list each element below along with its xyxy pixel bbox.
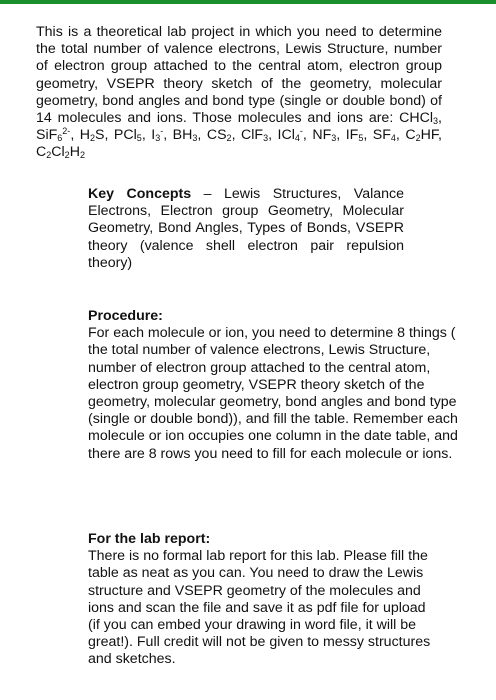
molecule-formula: ClF$_3$ (241, 127, 269, 144)
molecule-formula: SiF$_6^{2-}$ (36, 126, 71, 144)
molecule-formula: $BH_3$ (172, 127, 198, 144)
key-concepts-text: – Lewis Structures, Valance Electrons, Electron group Geometry, Molecular Geometry, Bond Angles, Types of Bonds, VSEPR theory (valence shell electron pair repulsion theory) (88, 186, 404, 271)
molecule-list: CHCl$_3$, SiF$_6^{2-}$, $H_2S$, PCl$_5$, $I_3^-$, $BH_3$, $CS_2$, ClF$_3$, ICl$_4$-, $NF_3$, $IF_5$, $SF_4$, $C_2HF$, $C_2Cl_2H_2$ (36, 110, 442, 161)
molecule-formula: $C_2Cl_2H_2$ (36, 144, 85, 161)
molecule-formula: $I_3^-$ (151, 126, 164, 144)
intro-paragraph (36, 24, 442, 162)
intro-text: This is a theoretical lab project in which you need to determine the total number of valence electrons, Lewis Structure, number of electron group attached to the central atom, electron group geometry, VSEPR theory sketch of the geometry, molecular geometry, bond angles and bond type (single or double bond) of 14 molecules and ions. Those molecules and ions are: (36, 24, 442, 127)
molecule-formula: $C_2HF$ (405, 127, 438, 144)
molecule-formula: PCl$_5$ (113, 127, 142, 144)
molecule-formula: $NF_3$ (312, 127, 337, 144)
lab-report-text: There is no formal lab report for this lab. Please fill the table as neat as you can. You need to draw the Lewis structure and VSEPR geometry of the molecules and ions and scan the file and save it as pdf file for upload (if you can embed your drawing in word file, it will be great!). Full credit will not be given to messy structures and sketches. (88, 548, 431, 668)
molecule-formula: $H_2S$ (79, 127, 105, 144)
molecule-formula: CHCl$_3$ (399, 110, 439, 127)
molecule-formula: ICl$_4$- (277, 126, 303, 144)
molecule-formula: $IF_5$ (345, 127, 364, 144)
lab-report-heading: For the lab report: (88, 531, 211, 547)
procedure-heading: Procedure: (88, 308, 163, 324)
key-concepts-label: Key Concepts (88, 186, 192, 202)
molecule-formula: $CS_2$ (206, 127, 232, 144)
procedure-section (88, 308, 464, 463)
key-concepts-paragraph (88, 186, 404, 272)
molecule-formula: $SF_4$ (372, 127, 396, 144)
procedure-text: For each molecule or ion, you need to determine 8 things ( the total number of valence electrons, Lewis Structure, number of electron group attached to the central atom, electron group geometry, VSEPR theory sketch of the geometry, molecular geometry, bond angles and bond type (single or double bond)), and fill the table. Remember each molecule or ion occupies one column in the date table, and there are 8 rows you need to fill for each molecule or ions. (88, 325, 458, 462)
lab-report-section (88, 531, 438, 669)
top-accent-bar (0, 0, 496, 4)
